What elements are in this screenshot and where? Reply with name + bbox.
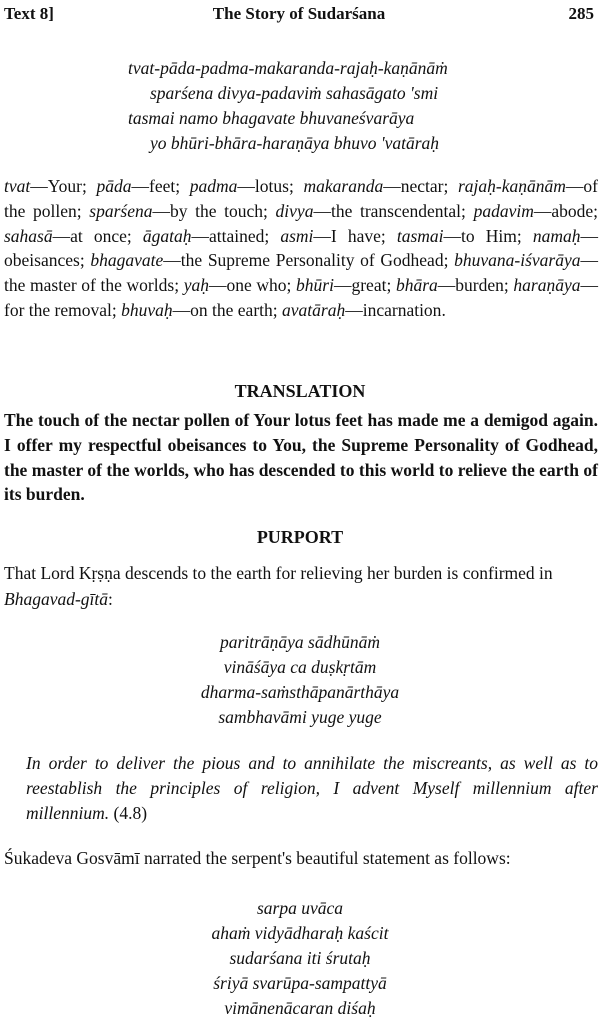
synonym-term: sahasā — [4, 225, 53, 246]
next-verse-line: ahaṁ vidyādharaḥ kaścit — [211, 923, 389, 943]
gita-verse-line: sambhavāmi yuge yuge — [218, 707, 382, 727]
synonym-meaning: Your — [47, 176, 82, 196]
next-verse-line: vimānenācaran diśaḥ — [224, 998, 376, 1018]
gita-verse-line: vināśāya ca duṣkṛtām — [223, 657, 377, 677]
synonym-meaning: the master of the worlds — [4, 275, 175, 296]
purport-intro-end: : — [108, 589, 113, 609]
running-head-title: The Story of Sudarśana — [212, 4, 386, 23]
purport-intro-text: That Lord Kṛṣṇa descends to the earth for relieving her burden is confirmed in — [4, 563, 553, 583]
synonym-term: namaḥ — [532, 225, 581, 246]
page-number: 285 — [568, 4, 594, 23]
synonym-meaning: abode — [551, 200, 594, 221]
synonym-term: haraṇāya — [513, 275, 581, 296]
synonym-term: āgataḥ — [142, 225, 192, 246]
translation-text: The touch of the nectar pollen of Your lotus feet has made me a demigod again. I offer my respectful obeisances to You, the Supreme Personality of Godhead, the master of the worlds, who has descended to this world to relieve the earth of its burden. — [4, 410, 598, 505]
purport-heading: PURPORT — [256, 527, 344, 547]
synonym-meaning: on the earth — [190, 299, 273, 320]
synonym-term: makaranda — [303, 176, 384, 196]
synonym-meaning: at once — [70, 225, 127, 246]
next-verse — [0, 896, 600, 1021]
verse-line: yo bhūri-bhāra-haraṇāya bhuvo 'vatāraḥ — [150, 133, 440, 153]
gita-reference: (4.8) — [113, 803, 148, 823]
synonym-term: bhūri — [296, 275, 334, 296]
synonym-meaning: to Him — [461, 225, 517, 246]
gita-verse-line: paritrāṇāya sādhūnāṁ — [220, 632, 380, 652]
synonym-term: bhuvaḥ — [121, 299, 173, 320]
next-verse-line: sudarśana iti śrutaḥ — [229, 948, 371, 968]
running-head — [4, 4, 594, 26]
synonym-term: bhuvana-iśvarāya — [454, 250, 581, 271]
purport-intro — [4, 560, 598, 612]
synonym-meaning: nectar — [400, 176, 444, 196]
synonym-term: padma — [189, 176, 238, 196]
synonym-term: bhagavate — [90, 250, 164, 271]
gita-verse-line: dharma-saṁsthāpanārthāya — [200, 682, 400, 702]
next-verse-line: sarpa uvāca — [256, 898, 344, 918]
synonym-meaning: one who — [226, 275, 287, 296]
synonym-term: sparśena — [89, 200, 153, 221]
next-verse-line: śriyā svarūpa-sampattyā — [213, 973, 387, 993]
synonym-meaning: the transcendental — [330, 200, 462, 221]
verse-line: tvat-pāda-padma-makaranda-rajaḥ-kaṇānāṁ — [128, 58, 448, 78]
gita-verse — [0, 630, 600, 730]
synonym-meaning: feet — [149, 176, 176, 196]
synonym-meaning: by the touch — [169, 200, 264, 221]
synonym-term: divya — [275, 200, 314, 221]
synonym-meaning: of the pollen — [4, 176, 598, 221]
synonym-meaning: I have — [330, 225, 381, 246]
synonym-term: padavim — [473, 200, 534, 221]
synonym-meaning: great — [351, 275, 387, 296]
synonym-meaning: incarnation — [362, 299, 442, 320]
synonym-term: yaḥ — [183, 275, 209, 296]
verse-line: tasmai namo bhagavate bhuvaneśvarāya — [128, 108, 415, 128]
translation-heading: TRANSLATION — [234, 381, 366, 401]
synonym-term: pāda — [96, 176, 132, 196]
verse-line: sparśena divya-padaviṁ sahasāgato 'smi — [150, 83, 439, 103]
synonym-meaning: lotus — [254, 176, 289, 196]
word-synonyms: tvat—Your; pāda—feet; padma—lotus; makaranda—nectar; rajaḥ-kaṇānām—of the pollen; sparśena—by the touch; divya—the transcendental; padavim—abode; sahasā—at once; āgataḥ—attained; asmi—I have; tasmai—to Him; namaḥ—obeisances; bhagavate—the Supreme Personality of Godhead; bhuvana-iśvarāya—the master of the worlds; yaḥ—one who; bhūri—great; bhāra—burden; haraṇāya—for the removal; bhuvaḥ—on the earth; avatāraḥ—incarnation. — [4, 176, 599, 320]
synonym-meaning: attained — [208, 225, 265, 246]
gita-translation-text: In order to deliver the pious and to annihilate the miscreants, as well as to reestablish the principles of religion, I advent Myself millennium after millennium. — [26, 753, 598, 823]
synonym-term: tasmai — [396, 225, 444, 246]
synonym-term: rajaḥ-kaṇānām — [457, 176, 566, 196]
running-head-left: Text 8] — [4, 4, 54, 23]
synonym-term: asmi — [280, 225, 314, 246]
synonym-term: avatāraḥ — [282, 299, 346, 320]
synonym-meaning: burden — [455, 275, 504, 296]
synonym-meaning: the Supreme Personality of Godhead — [180, 250, 444, 271]
sanskrit-verse — [128, 56, 448, 156]
synonym-meaning: obeisances — [4, 250, 80, 271]
gita-translation — [26, 751, 598, 826]
synonym-meaning: for the removal — [4, 299, 112, 320]
synonym-term: bhāra — [395, 275, 438, 296]
narration-text: Śukadeva Gosvāmī narrated the serpent's beautiful statement as follows: — [4, 848, 511, 868]
scripture-title: Bhagavad-gītā — [4, 589, 109, 609]
synonym-term: tvat — [4, 176, 31, 196]
